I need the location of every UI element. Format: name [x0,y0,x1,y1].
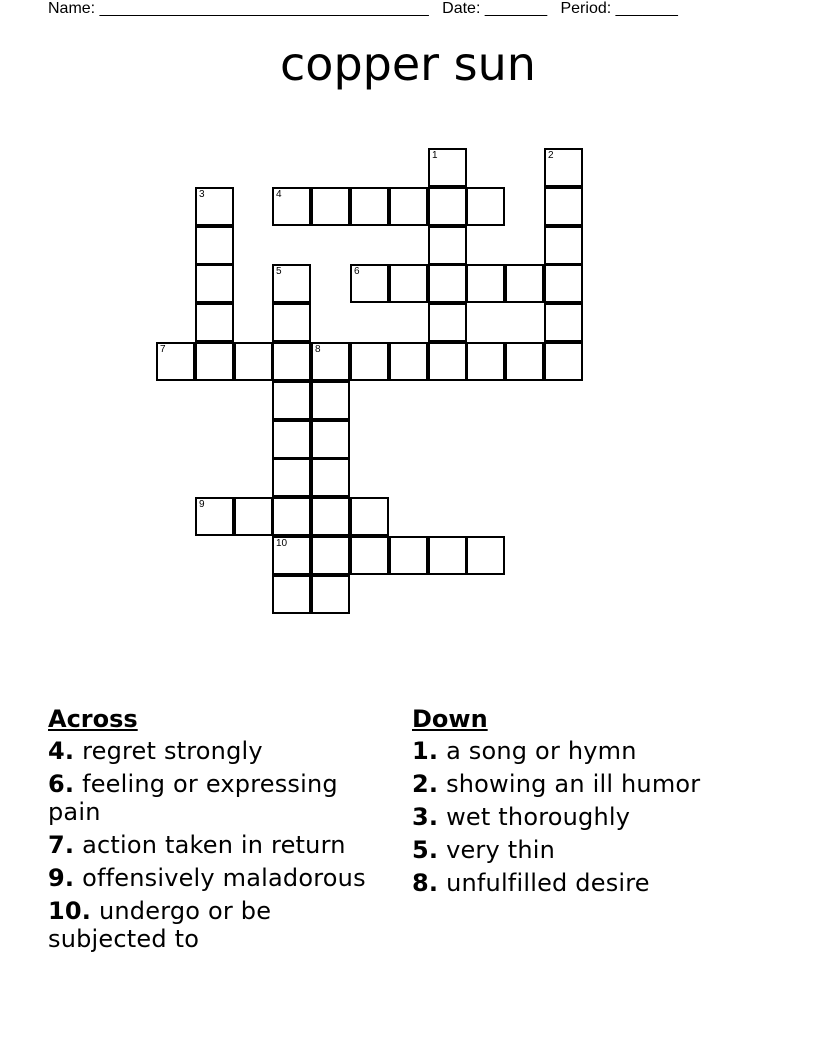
clue-number: 6. [48,770,75,798]
grid-cell[interactable] [272,458,311,497]
cell-number: 7 [160,344,166,355]
grid-cell[interactable] [428,342,467,381]
grid-cell[interactable] [428,264,467,303]
clue-text: wet thoroughly [446,803,631,831]
grid-cell[interactable] [350,187,389,226]
clue-text: offensively maladorous [82,864,366,892]
grid-cell[interactable] [505,264,544,303]
grid-cell[interactable] [195,187,234,226]
grid-cell[interactable] [272,342,311,381]
across-clues [48,704,388,958]
grid-cell[interactable] [505,342,544,381]
down-clue [412,770,752,798]
grid-cell[interactable] [311,187,350,226]
clue-number: 3. [412,803,439,831]
down-clue [412,737,752,765]
across-clue [48,770,388,826]
grid-cell[interactable] [272,187,311,226]
grid-cell[interactable] [195,264,234,303]
grid-cell[interactable] [195,497,234,536]
grid-cell[interactable] [466,342,505,381]
clue-text: undergo or be subjected to [48,897,272,953]
grid-cell[interactable] [272,575,311,614]
period-field[interactable]: Period: _______ [560,0,678,17]
grid-cell[interactable] [156,342,195,381]
cell-number: 10 [276,538,288,549]
clue-text: regret strongly [82,737,263,765]
clue-text: very thin [446,836,556,864]
cell-number: 8 [315,344,321,355]
clue-number: 2. [412,770,439,798]
grid-cell[interactable] [428,536,467,575]
grid-cell[interactable] [311,420,350,459]
grid-cell[interactable] [389,342,428,381]
grid-cell[interactable] [234,342,273,381]
grid-cell[interactable] [466,187,505,226]
grid-cell[interactable] [350,264,389,303]
cell-number: 9 [199,499,205,510]
grid-cell[interactable] [272,420,311,459]
grid-cell[interactable] [428,226,467,265]
grid-cell[interactable] [389,536,428,575]
across-clue [48,897,388,953]
grid-cell[interactable] [544,187,583,226]
cell-number: 2 [548,150,554,161]
grid-cell[interactable] [272,381,311,420]
grid-cell[interactable] [466,264,505,303]
clue-text: unfulfilled desire [446,869,650,897]
grid-cell[interactable] [311,536,350,575]
grid-cell[interactable] [311,575,350,614]
clue-number: 5. [412,836,439,864]
cell-number: 3 [199,189,205,200]
clue-text: action taken in return [82,831,346,859]
grid-cell[interactable] [428,187,467,226]
cell-number: 5 [276,266,282,277]
grid-cell[interactable] [544,148,583,187]
grid-cell[interactable] [272,264,311,303]
grid-cell[interactable] [389,187,428,226]
clue-number: 7. [48,831,75,859]
grid-cell[interactable] [195,342,234,381]
grid-cell[interactable] [350,497,389,536]
grid-cell[interactable] [195,226,234,265]
grid-cell[interactable] [389,264,428,303]
cell-number: 6 [354,266,360,277]
grid-cell[interactable] [311,497,350,536]
across-clue [48,831,388,859]
grid-cell[interactable] [428,303,467,342]
clue-text: feeling or expressing pain [48,770,338,826]
grid-cell[interactable] [272,536,311,575]
down-clue [412,836,752,864]
down-clue [412,803,752,831]
down-clue [412,869,752,897]
grid-cell[interactable] [272,497,311,536]
grid-cell[interactable] [311,381,350,420]
cell-number: 4 [276,189,282,200]
grid-cell[interactable] [350,342,389,381]
across-clue [48,737,388,765]
clue-number: 8. [412,869,439,897]
down-clues [412,704,752,902]
clue-number: 9. [48,864,75,892]
clue-number: 4. [48,737,75,765]
puzzle-title: copper sun [280,37,536,91]
grid-cell[interactable] [195,303,234,342]
clue-text: a song or hymn [446,737,637,765]
grid-cell[interactable] [311,458,350,497]
grid-cell[interactable] [544,342,583,381]
name-field[interactable]: Name: _____________________________________ [48,0,429,17]
grid-cell[interactable] [428,148,467,187]
grid-cell[interactable] [544,264,583,303]
clue-number: 1. [412,737,439,765]
cell-number: 1 [432,150,438,161]
across-heading: Across [48,705,138,733]
clue-number: 10. [48,897,92,925]
date-field[interactable]: Date: _______ [442,0,548,17]
down-heading: Down [412,705,488,733]
grid-cell[interactable] [350,536,389,575]
across-clue [48,864,388,892]
grid-cell[interactable] [544,226,583,265]
grid-cell[interactable] [234,497,273,536]
grid-cell[interactable] [311,342,350,381]
grid-cell[interactable] [466,536,505,575]
grid-cell[interactable] [272,303,311,342]
clue-text: showing an ill humor [446,770,701,798]
grid-cell[interactable] [544,303,583,342]
